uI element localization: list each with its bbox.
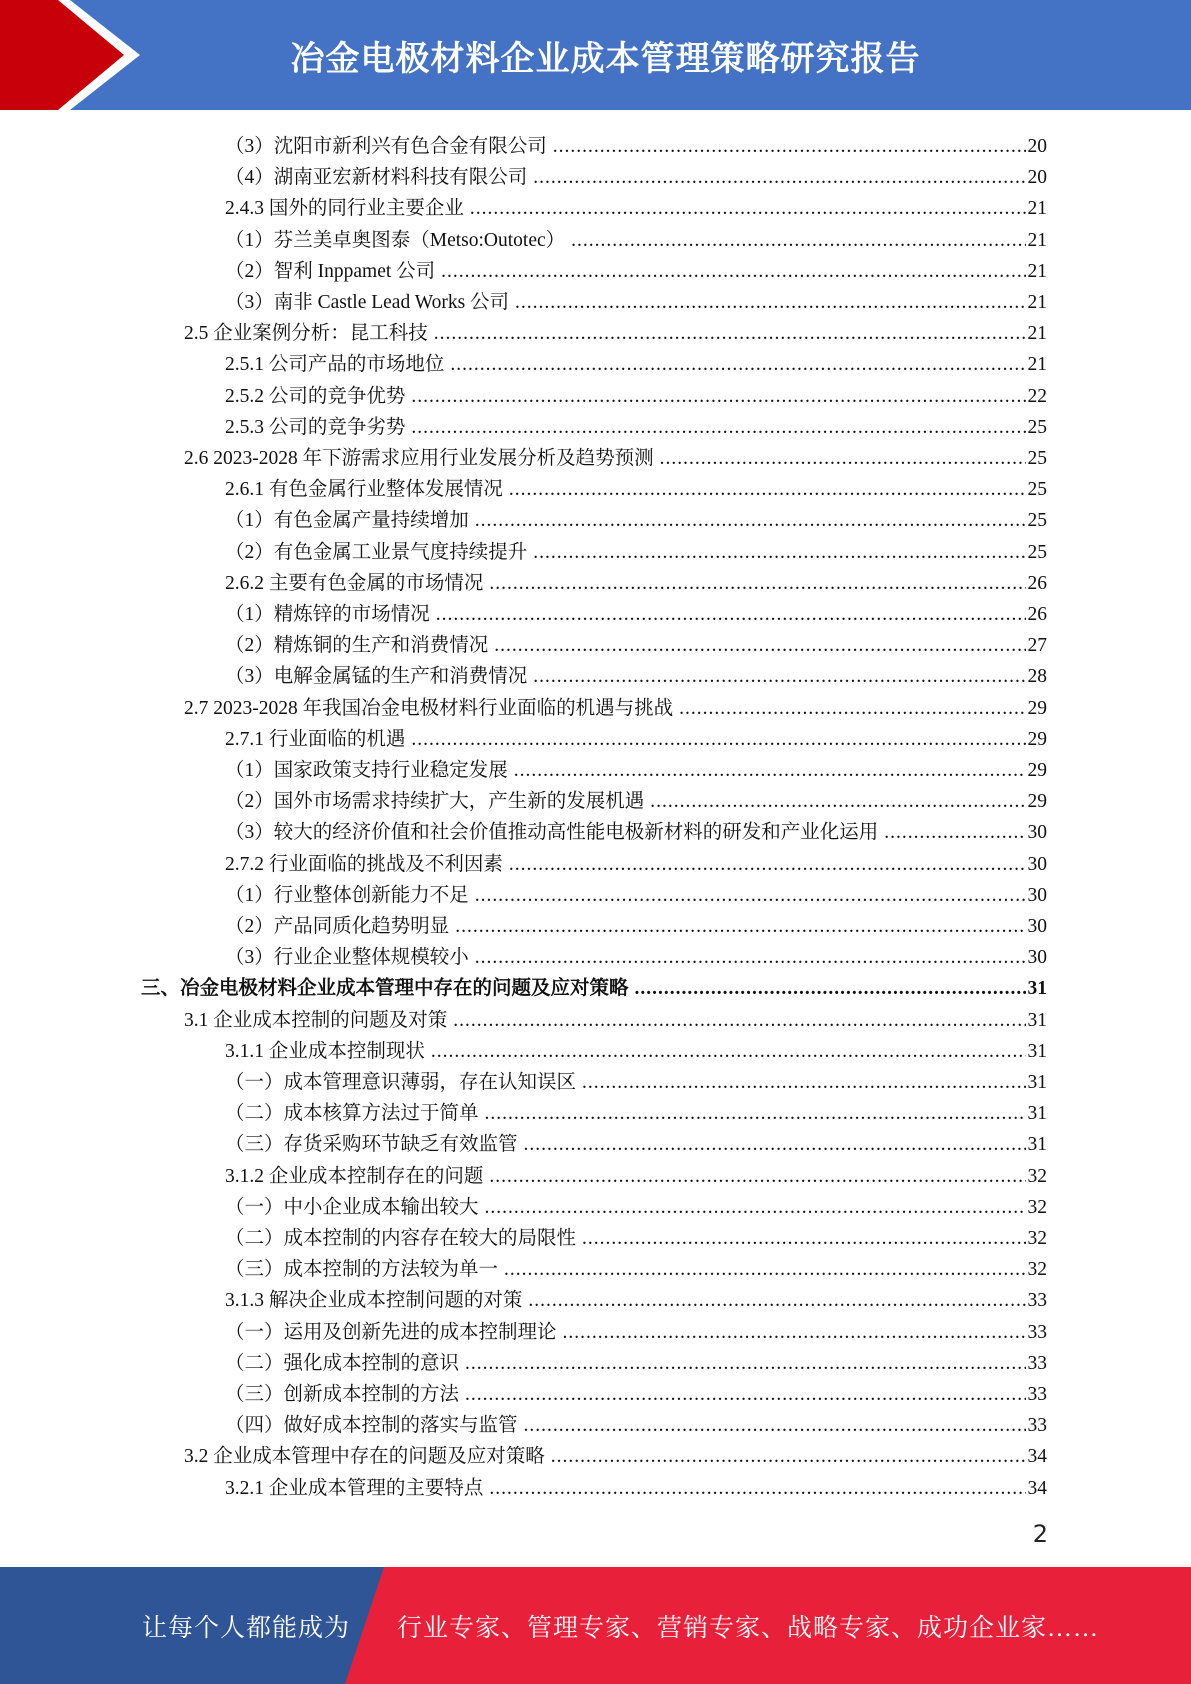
toc-entry-title: 2.7.1 行业面临的机遇 [225, 728, 406, 750]
toc-dot-leader [635, 977, 1026, 1001]
toc-entry-page: 34 [1027, 1477, 1047, 1499]
toc-entry[interactable] [225, 877, 1047, 908]
toc-entry-title: 2.4.3 国外的同行业主要企业 [225, 198, 464, 220]
toc-dot-leader [441, 260, 1025, 284]
footer-slogan-left: 让每个人都能成为 [142, 1614, 351, 1642]
page-number: 2 [1032, 1520, 1048, 1548]
toc-entry-page: 21 [1027, 198, 1047, 220]
toc-entry-page: 31 [1027, 1134, 1047, 1156]
toc-entry[interactable] [225, 596, 1047, 627]
toc-entry-title: 三、冶金电极材料企业成本管理中存在的问题及应对策略 [141, 978, 629, 1000]
toc-entry-title: （2）产品同质化趋势明显 [225, 916, 450, 937]
toc-entry-title: （2）智利 Inppamet 公司 [225, 260, 436, 282]
toc-entry-title: （二）成本核算方法过于简单 [225, 1103, 479, 1125]
toc-entry-page: 22 [1027, 385, 1047, 407]
toc-dot-leader [465, 1383, 1025, 1407]
toc-entry[interactable] [225, 939, 1047, 970]
toc-entry-page: 29 [1027, 728, 1047, 750]
toc-entry-title: （1）行业整体创新能力不足 [225, 884, 469, 906]
toc-dot-leader [582, 1071, 1025, 1095]
toc-entry-title: 2.5.1 公司产品的市场地位 [225, 354, 445, 376]
toc-dot-leader [571, 229, 1025, 253]
toc-dot-leader [533, 541, 1025, 565]
toc-entry-title: 2.5.3 公司的竞争劣势 [225, 416, 406, 438]
toc-entry[interactable] [225, 378, 1047, 409]
toc-entry-page: 26 [1027, 572, 1047, 594]
toc-dot-leader [650, 790, 1025, 814]
toc-dot-leader [489, 572, 1025, 596]
toc-entry-page: 25 [1027, 448, 1047, 469]
toc-entry[interactable] [184, 315, 1047, 346]
toc-entry-page: 25 [1027, 541, 1047, 563]
toc-entry[interactable] [225, 534, 1047, 565]
report-title: 冶金电极材料企业成本管理策略研究报告 [290, 38, 921, 79]
toc-entry-title: 3.1.1 企业成本控制现状 [225, 1040, 425, 1062]
toc-entry-title: 3.1.2 企业成本控制存在的问题 [225, 1165, 484, 1187]
toc-entry-page: 30 [1027, 884, 1047, 906]
toc-entry[interactable] [225, 502, 1047, 533]
toc-entry-title: 2.5 企业案例分析：昆工科技 [184, 323, 428, 345]
toc-dot-leader [524, 1414, 1026, 1438]
toc-entry[interactable] [225, 1220, 1047, 1251]
toc-dot-leader [465, 1352, 1025, 1376]
toc-entry-page: 31 [1027, 1072, 1047, 1093]
page-header [0, 0, 1191, 110]
toc-entry[interactable] [225, 346, 1047, 377]
toc-entry-page: 30 [1027, 916, 1047, 937]
toc-entry-title: （2）国外市场需求持续扩大，产生新的发展机遇 [225, 791, 645, 813]
toc-dot-leader [489, 1165, 1025, 1189]
toc-entry[interactable] [225, 1126, 1047, 1157]
toc-entry-page: 33 [1027, 1321, 1047, 1343]
toc-entry[interactable] [225, 471, 1047, 502]
toc-entry-title: （4）湖南亚宏新材料科技有限公司 [225, 167, 528, 189]
toc-dot-leader [553, 135, 1026, 159]
toc-entry[interactable] [225, 1345, 1047, 1376]
toc-entry[interactable] [225, 1314, 1047, 1345]
toc-entry[interactable] [225, 846, 1047, 877]
toc-dot-leader [411, 385, 1025, 409]
toc-entry-page: 25 [1027, 416, 1047, 438]
toc-entry[interactable] [225, 159, 1047, 190]
toc-dot-leader [509, 853, 1026, 877]
toc-dot-leader [582, 1227, 1025, 1251]
toc-entry[interactable] [225, 1064, 1047, 1095]
toc-dot-leader [660, 447, 1026, 471]
toc-entry-title: 2.7 2023-2028 年我国冶金电极材料行业面临的机遇与挑战 [184, 697, 674, 719]
toc-entry[interactable] [225, 752, 1047, 783]
page-footer [0, 1567, 1191, 1684]
toc-entry[interactable] [141, 970, 1047, 1001]
toc-entry-title: （四）做好成本控制的落实与监管 [225, 1415, 518, 1437]
toc-entry-title: 2.6.1 有色金属行业整体发展情况 [225, 479, 503, 501]
toc-entry-title: （3）沈阳市新利兴有色合金有限公司 [225, 136, 547, 157]
toc-entry[interactable] [225, 565, 1047, 596]
toc-dot-leader [494, 634, 1025, 658]
footer-slogan-right: 行业专家、管理专家、营销专家、战略专家、成功企业家…… [397, 1614, 1100, 1642]
toc-entry-page: 34 [1027, 1446, 1047, 1468]
toc-dot-leader [524, 1133, 1026, 1157]
toc-entry-title: 2.6 2023-2028 年下游需求应用行业发展分析及趋势预测 [184, 448, 654, 469]
toc-dot-leader [411, 416, 1025, 440]
toc-entry[interactable] [225, 1158, 1047, 1189]
toc-dot-leader [450, 353, 1025, 377]
toc-dot-leader [455, 915, 1025, 939]
toc-entry-title: 2.7.2 行业面临的挑战及不利因素 [225, 853, 503, 875]
toc-entry-page: 21 [1027, 292, 1047, 313]
toc-entry[interactable] [225, 908, 1047, 939]
toc-entry[interactable] [225, 222, 1047, 253]
toc-entry-page: 31 [1027, 978, 1047, 1000]
toc-dot-leader [679, 697, 1025, 721]
toc-entry-title: （一）运用及创新先进的成本控制理论 [225, 1321, 557, 1343]
toc-entry-page: 32 [1027, 1228, 1047, 1249]
toc-entry-page: 33 [1027, 1415, 1047, 1437]
toc-entry-page: 26 [1027, 604, 1047, 625]
toc-dot-leader [504, 1258, 1025, 1282]
toc-dot-leader [515, 291, 1025, 315]
toc-dot-leader [509, 478, 1026, 502]
toc-entry-page: 20 [1027, 167, 1047, 189]
toc-entry[interactable] [225, 253, 1047, 284]
toc-entry[interactable] [184, 440, 1047, 471]
toc-entry-title: （3）电解金属锰的生产和消费情况 [225, 666, 528, 688]
toc-entry[interactable] [225, 1033, 1047, 1064]
toc-entry-page: 31 [1027, 1009, 1047, 1031]
toc-entry-title: （三）创新成本控制的方法 [225, 1384, 460, 1405]
toc-entry-title: （3）行业企业整体规模较小 [225, 947, 469, 969]
toc-dot-leader [436, 603, 1026, 627]
toc-entry-title: （1）芬兰美卓奥图泰（Metso:Outotec） [225, 229, 566, 251]
toc-dot-leader [485, 1196, 1026, 1220]
toc-dot-leader [489, 1477, 1025, 1501]
toc-entry-page: 30 [1027, 822, 1047, 844]
toc-dot-leader [563, 1321, 1026, 1345]
toc-entry-title: （1）有色金属产量持续增加 [225, 510, 469, 532]
toc-dot-leader [475, 509, 1026, 533]
toc-entry-page: 25 [1027, 479, 1047, 501]
toc-entry-title: 2.5.2 公司的竞争优势 [225, 385, 406, 407]
toc-dot-leader [514, 759, 1026, 783]
toc-entry-page: 32 [1027, 1196, 1047, 1218]
toc-entry-page: 31 [1027, 1040, 1047, 1062]
toc-entry[interactable] [225, 1376, 1047, 1407]
toc-entry-title: （三）成本控制的方法较为单一 [225, 1259, 499, 1281]
toc-entry-title: （三）存货采购环节缺乏有效监管 [225, 1134, 518, 1156]
toc-entry[interactable] [225, 1095, 1047, 1126]
toc-entry[interactable] [225, 1251, 1047, 1282]
toc-entry-page: 27 [1027, 635, 1047, 657]
toc-dot-leader [453, 1009, 1025, 1033]
toc-entry-page: 28 [1027, 666, 1047, 688]
toc-entry-title: （2）有色金属工业景气度持续提升 [225, 541, 528, 563]
toc-entry-page: 29 [1027, 760, 1047, 781]
toc-entry[interactable] [225, 783, 1047, 814]
toc-entry[interactable] [225, 1407, 1047, 1438]
toc-dot-leader [884, 821, 1025, 845]
toc-entry-title: （二）成本控制的内容存在较大的局限性 [225, 1228, 577, 1249]
toc-entry-page: 30 [1027, 853, 1047, 875]
toc-entry-title: （3）较大的经济价值和社会价值推动高性能电极新材料的研发和产业化运用 [225, 822, 879, 844]
toc-entry-title: 2.6.2 主要有色金属的市场情况 [225, 572, 484, 594]
toc-dot-leader [431, 1040, 1026, 1064]
toc-entry-page: 33 [1027, 1290, 1047, 1312]
toc-dot-leader [475, 884, 1026, 908]
toc-entry[interactable] [225, 627, 1047, 658]
toc-entry-page: 21 [1027, 260, 1047, 282]
toc-entry-page: 21 [1027, 354, 1047, 376]
toc-entry[interactable] [184, 690, 1047, 721]
toc-entry-page: 32 [1027, 1259, 1047, 1281]
toc-entry[interactable] [184, 1438, 1047, 1469]
toc-entry-page: 33 [1027, 1384, 1047, 1405]
toc-entry-page: 21 [1027, 229, 1047, 251]
toc-entry-page: 21 [1027, 323, 1047, 345]
toc-dot-leader [470, 197, 1026, 221]
toc-dot-leader [485, 1102, 1026, 1126]
toc-entry-title: （1）国家政策支持行业稳定发展 [225, 760, 508, 781]
toc-entry[interactable] [225, 1282, 1047, 1313]
toc-entry-title: （2）精炼铜的生产和消费情况 [225, 635, 489, 657]
toc-dot-leader [533, 166, 1025, 190]
toc-entry-title: 3.2 企业成本管理中存在的问题及应对策略 [184, 1446, 545, 1468]
toc-entry[interactable] [225, 284, 1047, 315]
toc-entry-title: （一）成本管理意识薄弱，存在认知误区 [225, 1072, 577, 1093]
toc-entry-title: （3）南非 Castle Lead Works 公司 [225, 292, 510, 313]
toc-entry-title: 3.1 企业成本控制的问题及对策 [184, 1009, 448, 1031]
toc-dot-leader [533, 665, 1025, 689]
toc-dot-leader [551, 1445, 1026, 1469]
toc-entry-title: 3.2.1 企业成本管理的主要特点 [225, 1477, 484, 1499]
toc-entry-page: 30 [1027, 947, 1047, 969]
toc-entry[interactable] [225, 190, 1047, 221]
toc-entry-title: （1）精炼锌的市场情况 [225, 604, 430, 625]
toc-entry[interactable] [225, 1470, 1047, 1501]
toc-entry[interactable] [225, 658, 1047, 689]
toc-dot-leader [528, 1289, 1025, 1313]
toc-entry-page: 20 [1027, 136, 1047, 157]
toc-dot-leader [411, 728, 1025, 752]
toc-entry-page: 29 [1027, 791, 1047, 813]
toc-entry-page: 25 [1027, 510, 1047, 532]
toc-entry-title: （二）强化成本控制的意识 [225, 1352, 460, 1374]
toc-entry[interactable] [225, 1189, 1047, 1220]
toc-entry[interactable] [225, 814, 1047, 845]
toc-entry-page: 33 [1027, 1352, 1047, 1374]
toc-entry-page: 29 [1027, 697, 1047, 719]
toc-dot-leader [475, 946, 1026, 970]
toc-entry[interactable] [184, 1002, 1047, 1033]
toc-entry[interactable] [225, 721, 1047, 752]
toc-entry-page: 31 [1027, 1103, 1047, 1125]
toc-entry-page: 32 [1027, 1165, 1047, 1187]
toc-entry[interactable] [225, 128, 1047, 159]
toc-entry-title: 3.1.3 解决企业成本控制问题的对策 [225, 1290, 523, 1312]
toc-entry-title: （一）中小企业成本输出较大 [225, 1196, 479, 1218]
toc-dot-leader [434, 322, 1026, 346]
toc-entry[interactable] [225, 409, 1047, 440]
